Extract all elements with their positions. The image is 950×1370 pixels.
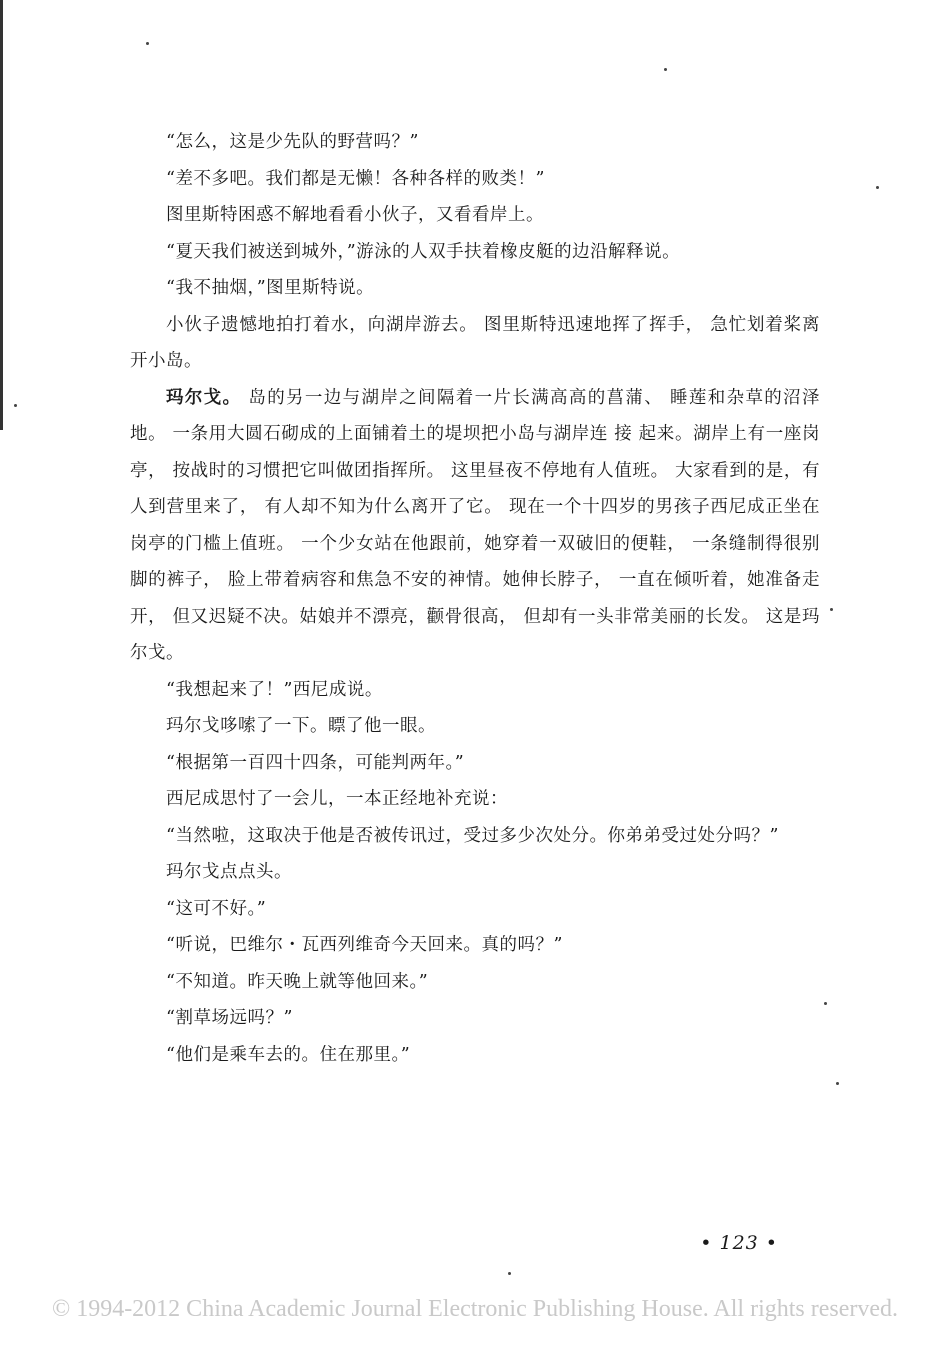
page-number: • 123 • bbox=[700, 1232, 778, 1254]
paragraph: “割草场远吗？” bbox=[166, 1008, 293, 1028]
scan-speck bbox=[836, 1082, 839, 1085]
paragraph: “怎么，这是少先队的野营吗？” bbox=[166, 132, 419, 152]
paragraph: 图里斯特困惑不解地看看小伙子，又看看岸上。 bbox=[166, 205, 544, 225]
paragraph: 玛尔戈点点头。 bbox=[166, 862, 292, 882]
page-edge-rule bbox=[0, 0, 3, 430]
copyright-watermark: © 1994-2012 China Academic Journal Electronic Publishing House. All rights reserved. bbox=[51, 1296, 899, 1322]
paragraph: “听说，巴维尔・瓦西列维奇今天回来。真的吗？” bbox=[166, 935, 563, 955]
scan-speck bbox=[876, 186, 879, 189]
paragraph: 玛尔戈哆嗦了一下。瞟了他一眼。 bbox=[166, 716, 436, 736]
paragraph: “我想起来了！”西尼成说。 bbox=[166, 679, 383, 700]
paragraph: “根据第一百四十四条，可能判两年。” bbox=[166, 752, 465, 773]
paragraph: “夏天我们被送到城外，”游泳的人双手扶着橡皮艇的边沿解释说。 bbox=[166, 241, 681, 262]
scan-speck bbox=[14, 404, 17, 407]
section-body: 岛的另一边与湖岸之间隔着一片长满高高的菖蒲、 睡莲和杂草的沼泽地。 一条用大圆石砌成的上面铺着土的堤坝把小岛与湖岸连 接 起来。湖岸上有一座岗亭， 按战时的习惯把它叫做团指挥所。 这里昼夜不停地有人值班。 大家看到的是，有人到营里来了， 有人却不知为什么离开了它。 现在一个十四岁的男孩子西尼成正坐在岗亭的门槛上值班。 一个少女站在他跟前，她穿着一双破旧的便鞋， 一条缝制得很别脚的裤子， 脸上带着病容和焦急不安的神情。她伸长脖子， 一直在倾听着，她准备走开， 但又迟疑不决。姑娘并不漂亮，颧骨很高， 但却有一头非常美丽的长发。 这是玛尔戈。 bbox=[130, 387, 821, 663]
paragraph: 西尼成思忖了一会儿，一本正经地补充说： bbox=[166, 789, 508, 809]
section-paragraph bbox=[130, 380, 820, 672]
scan-speck bbox=[508, 1272, 511, 1275]
scan-speck bbox=[830, 608, 833, 611]
section-lead: 玛尔戈。 bbox=[166, 387, 242, 408]
scan-speck bbox=[824, 1002, 827, 1005]
paragraph: “他们是乘车去的。住在那里。” bbox=[166, 1044, 411, 1065]
paragraph: “不知道。昨天晚上就等他回来。” bbox=[166, 971, 429, 992]
scan-speck bbox=[664, 68, 667, 71]
paragraph: “我不抽烟，”图里斯特说。 bbox=[166, 278, 375, 298]
paragraph: “差不多吧。我们都是无懒！各种各样的败类！” bbox=[166, 168, 545, 189]
scan-speck bbox=[146, 42, 149, 45]
body-text bbox=[130, 124, 820, 1073]
paragraph: 小伙子遗憾地拍打着水，向湖岸游去。 图里斯特迅速地挥了挥手， 急忙划着桨离开小岛。 bbox=[130, 314, 820, 371]
paragraph: “当然啦，这取决于他是否被传讯过，受过多少次处分。你弟弟受过处分吗？” bbox=[166, 825, 779, 846]
paragraph: “这可不好。” bbox=[166, 898, 267, 919]
